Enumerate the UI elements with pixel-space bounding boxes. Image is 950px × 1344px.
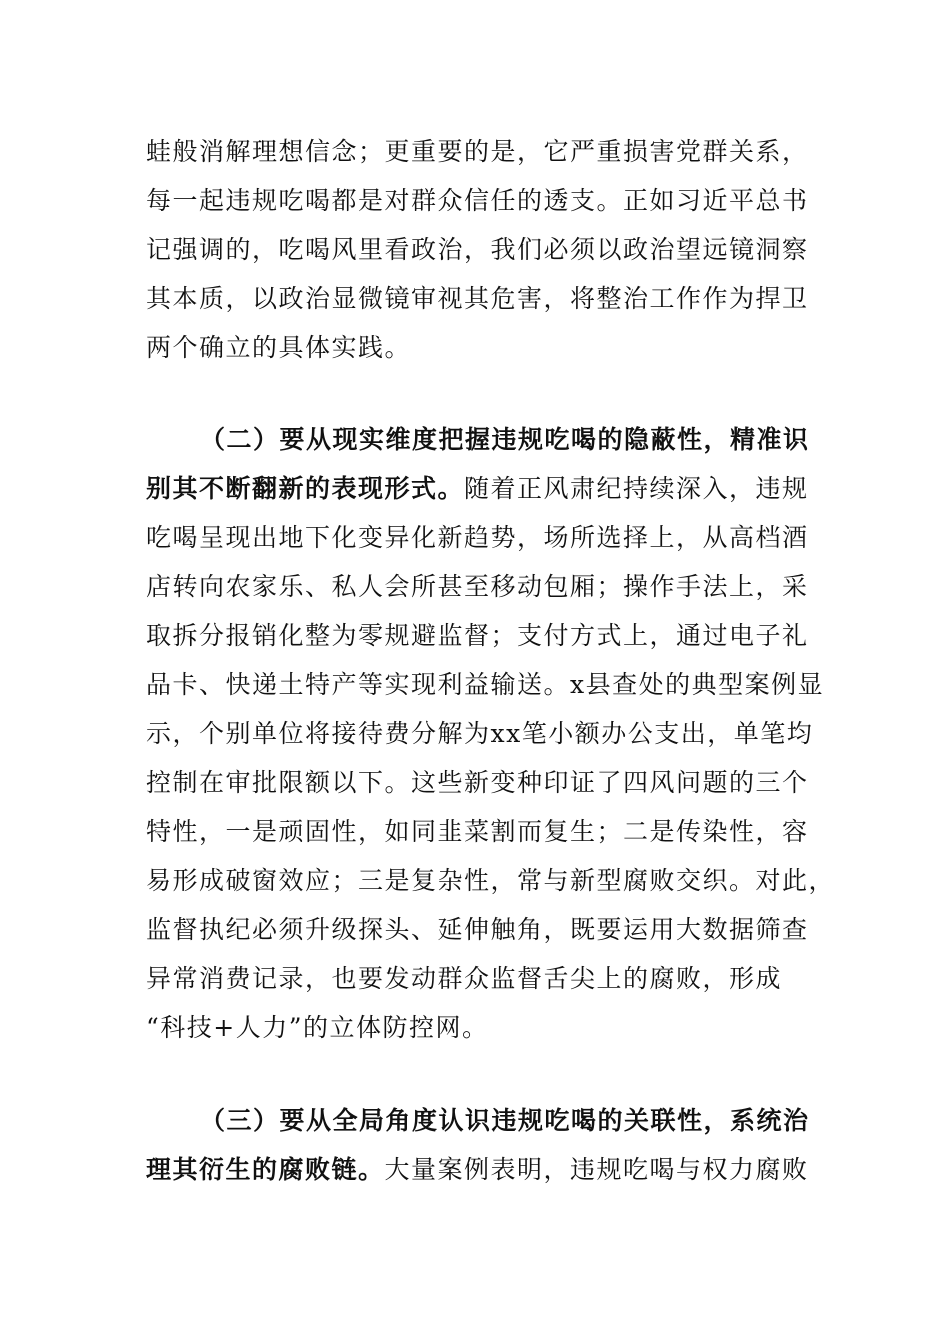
section-heading-3-cont: 理其衍生的腐败链。	[146, 1155, 385, 1184]
text-line: 吃喝呈现出地下化变异化新趋势，场所选择上，从高档酒	[146, 523, 809, 552]
text-run: 大量案例表明，违规吃喝与权力腐败	[384, 1155, 809, 1184]
text-line: 特性，一是顽固性，如同韭菜割而复生；二是传染性，容	[146, 817, 809, 846]
paragraph-1	[146, 127, 809, 372]
text-line: 取拆分报销化整为零规避监督；支付方式上，通过电子礼	[146, 621, 809, 650]
text-line: 示，个别单位将接待费分解为xx笔小额办公支出，单笔均	[146, 719, 814, 748]
text-line: 异常消费记录，也要发动群众监督舌尖上的腐败，形成	[146, 964, 783, 993]
text-line: 易形成破窗效应；三是复杂性，常与新型腐败交织。对此，	[146, 866, 836, 895]
section-heading-2-cont: 别其不断翻新的表现形式。	[146, 474, 465, 503]
text-line: 店转向农家乐、私人会所甚至移动包厢；操作手法上，采	[146, 572, 809, 601]
text-line: “科技+人力”的立体防控网。	[146, 1013, 489, 1042]
section-heading-3: （三）要从全局角度认识违规吃喝的关联性，系统治	[200, 1106, 810, 1135]
text-line	[146, 464, 809, 513]
paragraph-2	[146, 415, 836, 1052]
text-line	[146, 1145, 809, 1194]
paragraph-3	[146, 1096, 810, 1194]
text-run: 随着正风肃纪持续深入，违规	[464, 474, 809, 503]
text-line: 监督执纪必须升级探头、延伸触角，既要运用大数据筛查	[146, 915, 809, 944]
text-line: 两个确立的具体实践。	[146, 333, 412, 362]
section-heading-2: （二）要从现实维度把握违规吃喝的隐蔽性，精准识	[200, 425, 810, 454]
text-line: 品卡、快递土特产等实现利益输送。x县查处的典型案例显	[146, 670, 825, 699]
text-line: 蛙般消解理想信念；更重要的是，它严重损害党群关系，	[146, 137, 809, 166]
text-line: 记强调的，吃喝风里看政治，我们必须以政治望远镜洞察	[146, 235, 809, 264]
text-line: 控制在审批限额以下。这些新变种印证了四风问题的三个	[146, 768, 809, 797]
text-line: 其本质，以政治显微镜审视其危害，将整治工作作为捍卫	[146, 284, 809, 313]
text-line: 每一起违规吃喝都是对群众信任的透支。正如习近平总书	[146, 186, 809, 215]
